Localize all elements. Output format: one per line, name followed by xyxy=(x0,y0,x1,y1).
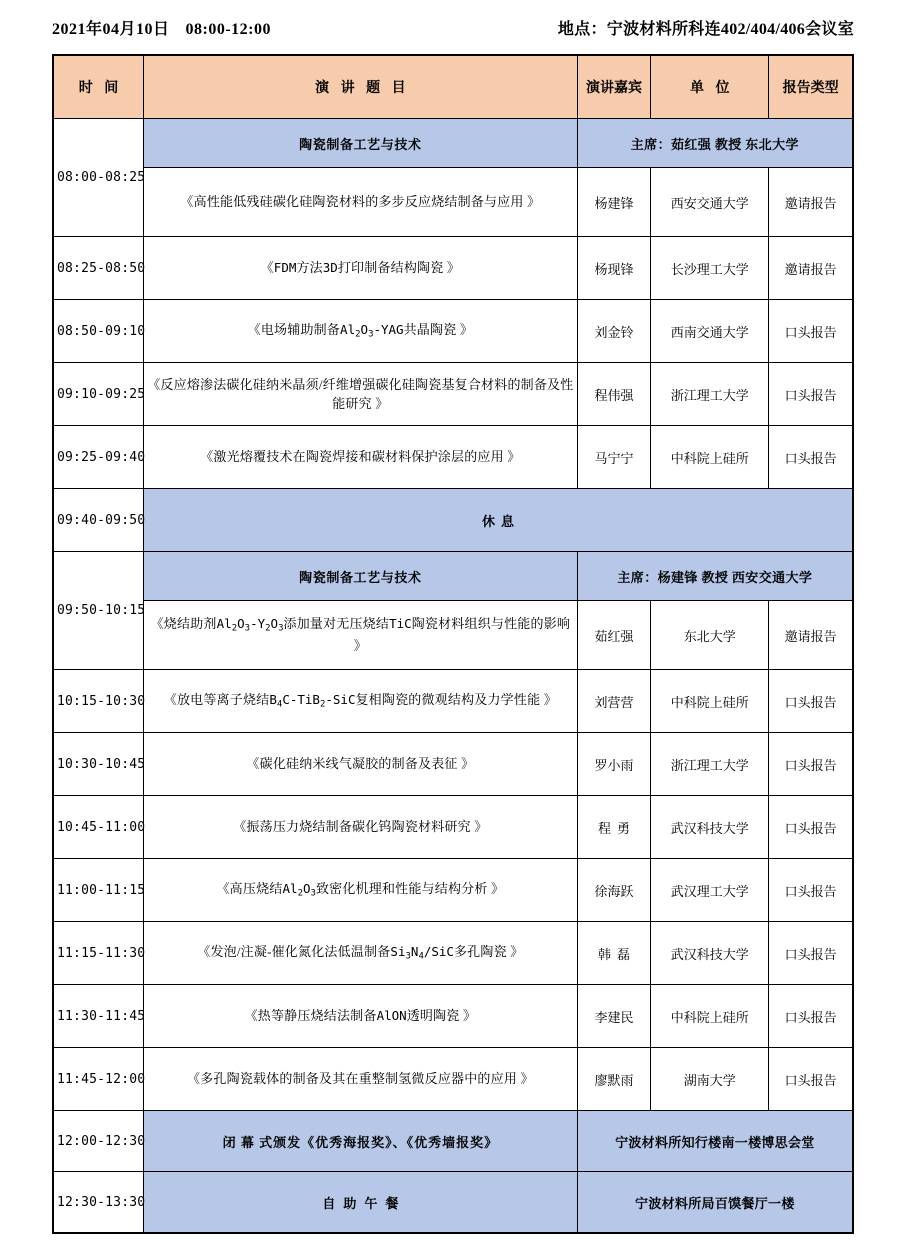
talk-type: 口头报告 xyxy=(769,1048,853,1111)
table-row xyxy=(53,670,853,733)
talk-title: 《FDM方法3D打印制备结构陶瓷 》 xyxy=(144,237,578,300)
talk-time: 11:00-11:15 xyxy=(53,859,144,922)
event-place: 宁波材料所知行楼南一楼博思会堂 xyxy=(577,1111,853,1172)
talk-title: 《烧结助剂$Al_2O_3-Y_2O_3$添加量对无压烧结TiC陶瓷材料组织与性能的影响 》 xyxy=(144,601,578,670)
talk-time: 11:45-12:00 xyxy=(53,1048,144,1111)
talk-org: 中科院上硅所 xyxy=(651,670,769,733)
document-header xyxy=(0,0,900,44)
table-row xyxy=(53,426,853,489)
talk-title: 《碳化硅纳米线气凝胶的制备及表征 》 xyxy=(144,733,578,796)
event-row xyxy=(53,1172,853,1234)
talk-org: 西安交通大学 xyxy=(651,168,769,237)
table-row xyxy=(53,363,853,426)
session-topic: 陶瓷制备工艺与技术 xyxy=(144,119,578,168)
talk-org: 武汉科技大学 xyxy=(651,922,769,985)
column-header-speaker: 演讲嘉宾 xyxy=(577,55,651,119)
talk-type: 口头报告 xyxy=(769,670,853,733)
talk-org: 湖南大学 xyxy=(651,1048,769,1111)
column-header-title: 演 讲 题 目 xyxy=(144,55,578,119)
header-time-range: 08:00-12:00 xyxy=(185,21,271,38)
talk-title: 《热等静压烧结法制备AlON透明陶瓷 》 xyxy=(144,985,578,1048)
header-date: 2021年04月10日 xyxy=(52,21,170,38)
talk-title: 《高压烧结$Al_2O_3$致密化机理和性能与结构分析 》 xyxy=(144,859,578,922)
talk-type: 口头报告 xyxy=(769,796,853,859)
session-header-row xyxy=(53,119,853,168)
talk-speaker: 马宁宁 xyxy=(577,426,651,489)
talk-speaker: 茹红强 xyxy=(577,601,651,670)
break-label: 休息 xyxy=(144,489,853,552)
talk-time: 10:15-10:30 xyxy=(53,670,144,733)
talk-time: 10:30-10:45 xyxy=(53,733,144,796)
talk-speaker: 杨建锋 xyxy=(577,168,651,237)
talk-org: 东北大学 xyxy=(651,601,769,670)
event-time: 12:00-12:30 xyxy=(53,1111,144,1172)
break-time: 09:40-09:50 xyxy=(53,489,144,552)
table-header-row xyxy=(53,55,853,119)
talk-speaker: 廖默雨 xyxy=(577,1048,651,1111)
talk-org: 中科院上硅所 xyxy=(651,426,769,489)
talk-speaker: 程勇 xyxy=(577,796,651,859)
schedule-table xyxy=(52,54,854,1234)
table-row xyxy=(53,796,853,859)
talk-speaker: 杨现锋 xyxy=(577,237,651,300)
talk-type: 口头报告 xyxy=(769,363,853,426)
talk-time: 11:30-11:45 xyxy=(53,985,144,1048)
talk-title: 《放电等离子烧结$B_4C-TiB_2$-SiC复相陶瓷的微观结构及力学性能 》 xyxy=(144,670,578,733)
venue-label: 地点： xyxy=(557,21,607,38)
session-header-row xyxy=(53,552,853,601)
talk-speaker: 刘营营 xyxy=(577,670,651,733)
table-row xyxy=(53,985,853,1048)
table-row xyxy=(53,237,853,300)
session-time-cell: 08:00-08:25 xyxy=(53,119,144,237)
talk-type: 口头报告 xyxy=(769,300,853,363)
talk-type: 口头报告 xyxy=(769,426,853,489)
session-topic: 陶瓷制备工艺与技术 xyxy=(144,552,578,601)
session-chair: 主席：杨建锋 教授 西安交通大学 xyxy=(577,552,853,601)
talk-org: 武汉理工大学 xyxy=(651,859,769,922)
talk-speaker: 韩磊 xyxy=(577,922,651,985)
talk-title: 《发泡/注凝-催化氮化法低温制备$Si_3N_4$/SiC多孔陶瓷 》 xyxy=(144,922,578,985)
schedule-table-wrapper xyxy=(0,44,900,1234)
talk-type: 邀请报告 xyxy=(769,237,853,300)
talk-speaker: 李建民 xyxy=(577,985,651,1048)
column-header-time: 时 间 xyxy=(53,55,144,119)
talk-time: 11:15-11:30 xyxy=(53,922,144,985)
talk-time: 08:25-08:50 xyxy=(53,237,144,300)
table-row xyxy=(53,168,853,237)
talk-time: 09:25-09:40 xyxy=(53,426,144,489)
talk-time: 10:45-11:00 xyxy=(53,796,144,859)
table-row xyxy=(53,733,853,796)
talk-type: 口头报告 xyxy=(769,985,853,1048)
header-date-time xyxy=(52,16,271,39)
venue-value: 宁波材料所科连402/404/406会议室 xyxy=(606,21,854,38)
talk-org: 武汉科技大学 xyxy=(651,796,769,859)
talk-org: 长沙理工大学 xyxy=(651,237,769,300)
talk-type: 邀请报告 xyxy=(769,168,853,237)
table-row xyxy=(53,1048,853,1111)
event-row xyxy=(53,1111,853,1172)
talk-title: 《激光熔覆技术在陶瓷焊接和碳材料保护涂层的应用 》 xyxy=(144,426,578,489)
event-label: 自助午餐 xyxy=(144,1172,578,1234)
talk-title: 《振荡压力烧结制备碳化钨陶瓷材料研究 》 xyxy=(144,796,578,859)
talk-time: 08:50-09:10 xyxy=(53,300,144,363)
schedule-table-body xyxy=(53,119,853,1234)
column-header-type: 报告类型 xyxy=(769,55,853,119)
talk-org: 中科院上硅所 xyxy=(651,985,769,1048)
talk-type: 邀请报告 xyxy=(769,601,853,670)
talk-time: 09:10-09:25 xyxy=(53,363,144,426)
talk-org: 西南交通大学 xyxy=(651,300,769,363)
talk-org: 浙江理工大学 xyxy=(651,733,769,796)
break-row xyxy=(53,489,853,552)
table-row xyxy=(53,922,853,985)
column-header-org: 单 位 xyxy=(651,55,769,119)
talk-org: 浙江理工大学 xyxy=(651,363,769,426)
table-row xyxy=(53,859,853,922)
session-chair: 主席：茹红强 教授 东北大学 xyxy=(577,119,853,168)
table-row xyxy=(53,300,853,363)
event-time: 12:30-13:30 xyxy=(53,1172,144,1234)
header-venue xyxy=(558,16,854,39)
talk-speaker: 罗小雨 xyxy=(577,733,651,796)
table-row xyxy=(53,601,853,670)
talk-title: 《高性能低残硅碳化硅陶瓷材料的多步反应烧结制备与应用 》 xyxy=(144,168,578,237)
talk-type: 口头报告 xyxy=(769,859,853,922)
talk-title: 《反应熔渗法碳化硅纳米晶须/纤维增强碳化硅陶瓷基复合材料的制备及性能研究 》 xyxy=(144,363,578,426)
session-time-cell: 09:50-10:15 xyxy=(53,552,144,670)
talk-type: 口头报告 xyxy=(769,922,853,985)
talk-speaker: 徐海跃 xyxy=(577,859,651,922)
talk-title: 《电场辅助制备$Al_2O_3$-YAG共晶陶瓷 》 xyxy=(144,300,578,363)
event-label: 闭 幕 式颁发《优秀海报奖》、《优秀墙报奖》 xyxy=(144,1111,578,1172)
talk-speaker: 程伟强 xyxy=(577,363,651,426)
talk-speaker: 刘金铃 xyxy=(577,300,651,363)
talk-title: 《多孔陶瓷载体的制备及其在重整制氢微反应器中的应用 》 xyxy=(144,1048,578,1111)
talk-type: 口头报告 xyxy=(769,733,853,796)
event-place: 宁波材料所局百馍餐厅一楼 xyxy=(577,1172,853,1234)
